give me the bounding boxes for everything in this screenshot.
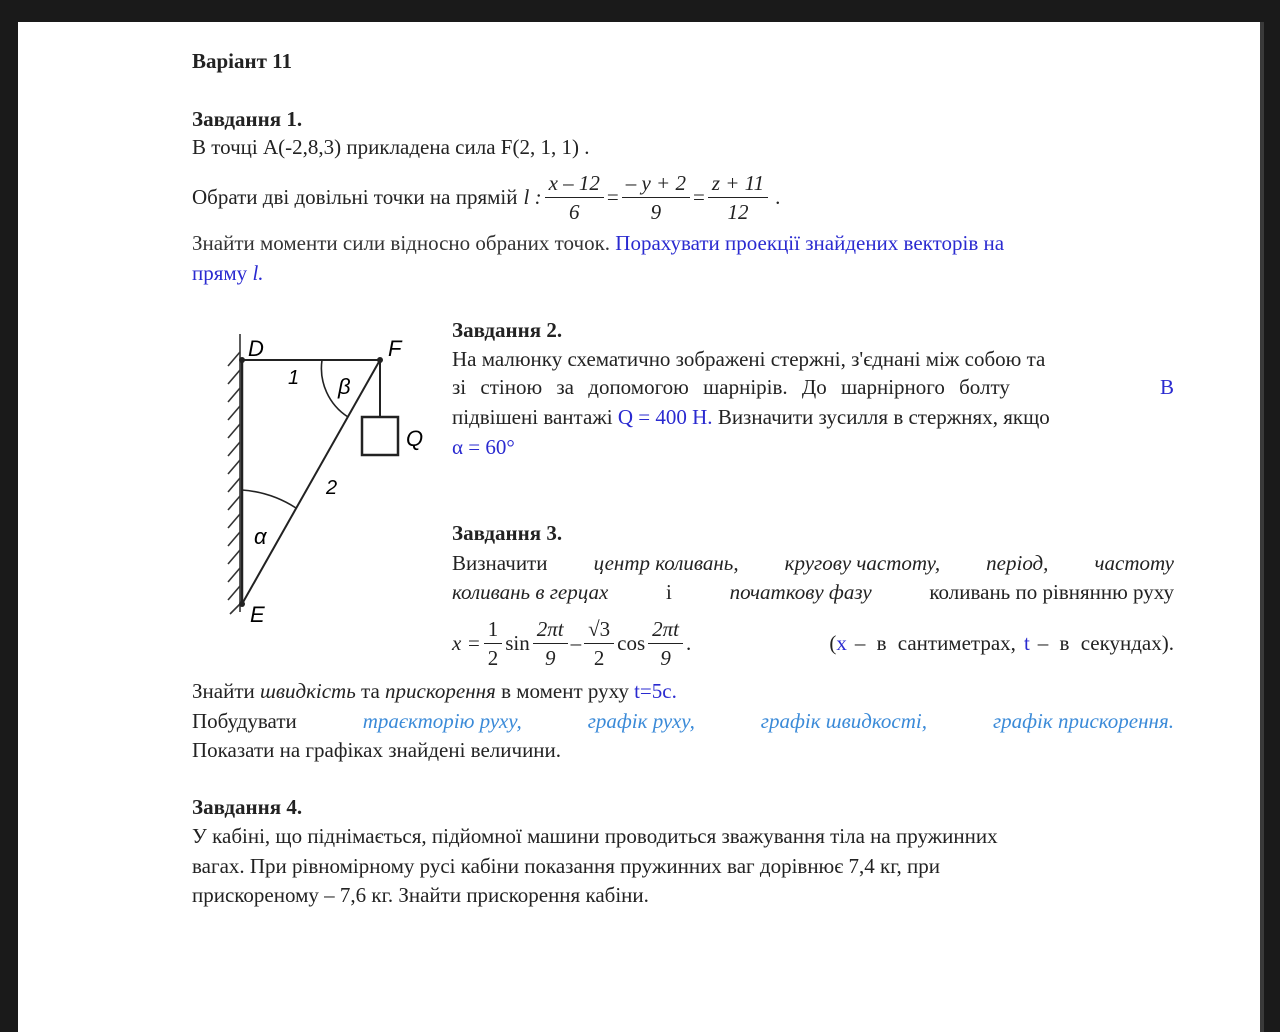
- task3-line2-d: коливань по рівнянню руху: [929, 580, 1174, 604]
- task2-line3-b: Q = 400 Н.: [617, 405, 713, 429]
- eq-sin: sin: [505, 630, 530, 655]
- task1-line3-a: Знайти моменти сили відносно обраних точок.: [192, 231, 611, 255]
- task3-word-0: Визначити: [452, 551, 548, 575]
- task3-line4-d: прискорення: [385, 679, 496, 703]
- equation-dot: .: [775, 184, 781, 209]
- task1-title: Завдання 1.: [192, 107, 303, 131]
- eq-frac-2: [533, 615, 568, 672]
- task1-line3-b: Порахувати проекції знайдених векторів на: [615, 231, 1005, 255]
- fraction-3: [708, 169, 768, 226]
- label-e: E: [250, 602, 265, 622]
- eq-frac-4-den: 9: [660, 645, 671, 670]
- task1-line-equation: [192, 167, 780, 227]
- load-box: [362, 417, 398, 455]
- task1-line3: [192, 228, 1172, 258]
- line-name: l :: [523, 184, 542, 209]
- fraction-1-den: 6: [568, 199, 580, 224]
- task2-title: Завдання 2.: [452, 318, 563, 342]
- wall-hatching: [228, 334, 240, 614]
- task2-line2: [452, 372, 1174, 402]
- equals-2: =: [692, 184, 705, 209]
- task3-word-2: кругову частоту,: [784, 551, 941, 575]
- task3-line5-a: Побудувати: [192, 709, 297, 733]
- eq-units-c: – в секундах).: [1037, 630, 1174, 655]
- eq-units-paren: (: [829, 630, 837, 655]
- fraction-2-num: – y + 2: [622, 169, 690, 198]
- task3-line5: [192, 706, 1174, 736]
- task3-equation: [452, 612, 1174, 674]
- task4-line2: вагах. При рівномірному русі кабіни показання пружинних ваг дорівнює 7,4 кг, при: [192, 854, 940, 878]
- task4-line1: У кабіні, що піднімається, підйомної машини проводиться зважування тіла на пружинних: [192, 824, 998, 848]
- task1-line4-b: l.: [252, 261, 264, 285]
- fraction-3-num: z + 11: [708, 169, 768, 198]
- task3-word-1: центр коливань,: [593, 551, 739, 575]
- task4-title: Завдання 4.: [192, 795, 303, 819]
- task3-line5-e: графік прискорення.: [992, 709, 1174, 733]
- task1-line4: [192, 258, 264, 288]
- task3-line2-c: початкову фазу: [729, 580, 872, 604]
- task3-line4-c: та: [361, 679, 380, 703]
- task2-line3-c: Визначити зусилля в стержнях, якщо: [717, 405, 1050, 429]
- label-rod-2: 2: [326, 477, 338, 499]
- eq-frac-3-den: 2: [593, 645, 605, 670]
- task3-line4-b: швидкість: [259, 679, 356, 703]
- label-q: Q: [406, 426, 424, 451]
- equation-units: [829, 631, 1174, 656]
- task3-line2: [452, 577, 1174, 607]
- label-d: D: [248, 336, 264, 361]
- joint-f: [377, 357, 383, 363]
- task3-line6: Показати на графіках знайдені величини.: [192, 738, 562, 762]
- task2-line3: [452, 402, 1050, 432]
- document-page: [18, 22, 1260, 1032]
- label-beta: β: [338, 374, 351, 399]
- joint-d: [239, 357, 245, 363]
- task1-line4-a: пряму: [192, 261, 248, 285]
- task3-word-4: частоту: [1094, 551, 1174, 575]
- eq-units-x: x: [836, 630, 847, 655]
- eq-minus: –: [570, 630, 582, 655]
- eq-frac-1: [484, 615, 503, 672]
- label-alpha: α: [254, 524, 267, 549]
- task3-word-3: період,: [986, 551, 1049, 575]
- variant-title: Варіант 11: [192, 49, 293, 73]
- label-rod-1: 1: [288, 367, 300, 389]
- task1-line2-prefix: Обрати дві довільні точки на прямій: [192, 184, 518, 209]
- eq-frac-3-num: √3: [584, 615, 614, 644]
- eq-cos: cos: [617, 630, 646, 655]
- alpha-arc: [242, 490, 296, 508]
- truss-figure: [202, 322, 442, 622]
- eq-units-t: t: [1023, 630, 1030, 655]
- task3-line4-e: в момент руху: [501, 679, 629, 703]
- task2-line2-a: зі стіною за допомогою шарнірів. До шарнірного болту: [452, 375, 1010, 399]
- task3-line5-d: графік швидкості,: [760, 709, 927, 733]
- fraction-1-num: x – 12: [545, 169, 604, 198]
- task3-line4: [192, 676, 677, 706]
- fraction-3-den: 12: [727, 199, 749, 224]
- task3-line4-f: t=5c.: [634, 679, 677, 703]
- equation-left: [452, 615, 691, 672]
- task3-line5-b: траєкторію руху,: [362, 709, 522, 733]
- eq-dot: .: [686, 630, 692, 655]
- equals-1: =: [606, 184, 619, 209]
- task3-line2-b: і: [666, 580, 672, 604]
- task3-title: Завдання 3.: [452, 521, 563, 545]
- label-f: F: [388, 336, 402, 361]
- task3-line4-a: Знайти: [192, 679, 255, 703]
- task2-line2-b: В: [1159, 375, 1174, 399]
- eq-units-b: – в сантиметрах,: [854, 630, 1016, 655]
- task3-line2-a: коливань в герцах: [452, 580, 609, 604]
- eq-frac-4: [648, 615, 683, 672]
- task2-line1: На малюнку схематично зображені стержні, з'єднані між собою та: [452, 347, 1046, 371]
- eq-frac-2-num: 2πt: [533, 615, 568, 644]
- task2-line4: α = 60°: [452, 435, 515, 459]
- joint-e: [239, 601, 245, 607]
- eq-frac-1-num: 1: [484, 615, 503, 644]
- fraction-2-den: 9: [650, 199, 662, 224]
- fraction-2: [622, 169, 690, 226]
- rod-2: [242, 360, 380, 604]
- eq-frac-1-den: 2: [487, 645, 499, 670]
- task2-line3-a: підвішені вантажі: [452, 405, 613, 429]
- eq-x: x =: [452, 630, 481, 655]
- eq-frac-3: [584, 615, 614, 672]
- task3-line5-c: графік руху,: [587, 709, 695, 733]
- eq-frac-2-den: 9: [544, 645, 556, 670]
- eq-frac-4-num: 2πt: [648, 615, 683, 644]
- task3-line1: [452, 548, 1174, 578]
- task1-line1: В точці А(-2,8,3) прикладена сила F(2, 1, 1) .: [192, 135, 590, 159]
- task4-line3: прискореному – 7,6 кг. Знайти прискорення кабіни.: [192, 883, 649, 907]
- fraction-1: [545, 169, 604, 226]
